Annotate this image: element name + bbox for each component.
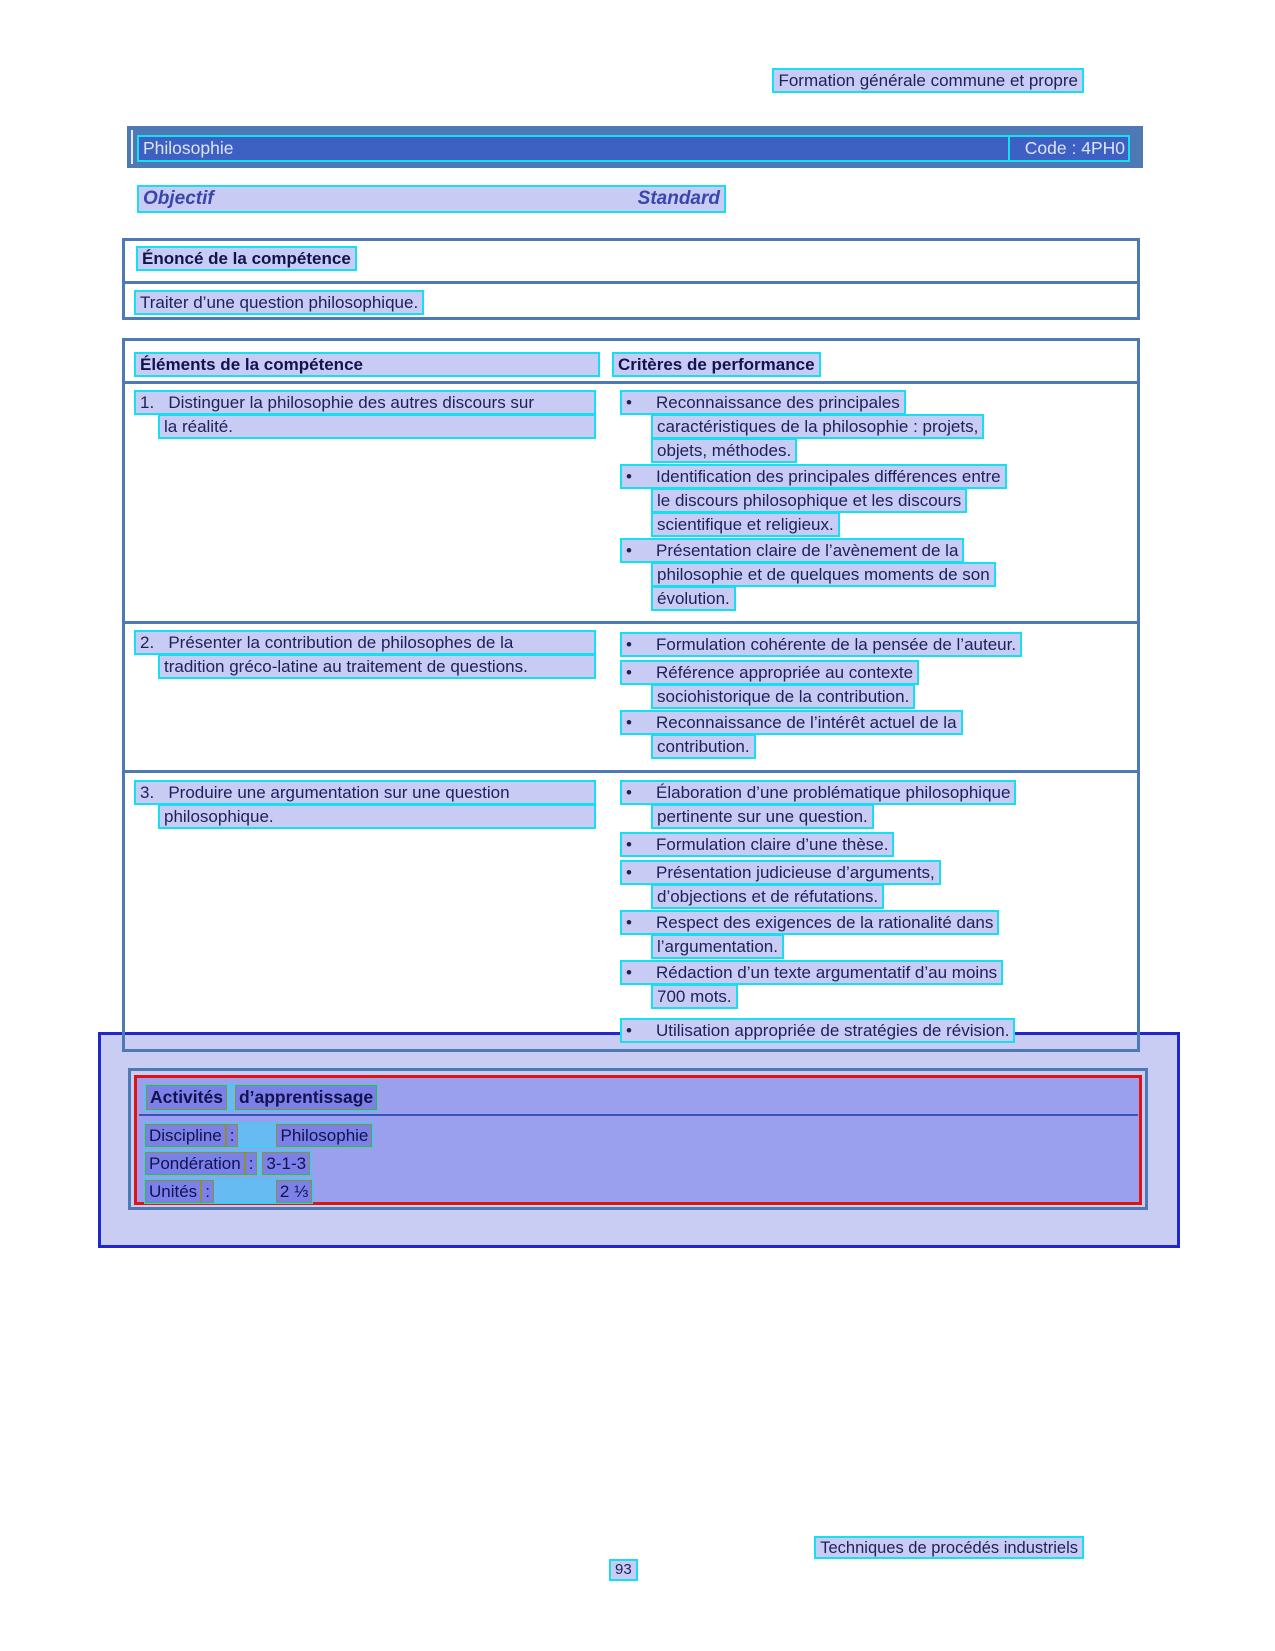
title-bar-course-code: Code : 4PH0 xyxy=(1008,135,1130,162)
criteria-line: objets, méthodes. xyxy=(651,438,797,463)
criteria-line: l’argumentation. xyxy=(651,934,784,959)
element-line: tradition gréco-latine au traitement de questions. xyxy=(158,654,596,679)
enonce-divider xyxy=(122,281,1140,284)
activity-row-unites xyxy=(144,1179,313,1204)
enonce-heading: Énoncé de la compétence xyxy=(136,246,357,271)
activity-label: Unités xyxy=(145,1180,201,1203)
bullet-icon: • xyxy=(626,540,632,560)
objectif-heading: Objectif xyxy=(143,188,214,209)
title-bar-course-title: Philosophie xyxy=(137,135,1130,162)
criteria-line: le discours philosophique et les discours xyxy=(651,488,967,513)
criteria-text: Reconnaissance de l’intérêt actuel de la xyxy=(656,712,957,732)
objectif-standard-row xyxy=(137,185,726,213)
bullet-icon: • xyxy=(626,634,632,654)
criteria-text: Formulation cohérente de la pensée de l’auteur. xyxy=(656,634,1017,654)
criteria-text: Formulation claire d’une thèse. xyxy=(656,834,889,854)
bullet-icon: • xyxy=(626,662,632,682)
criteria-text: Identification des principales différences entre xyxy=(656,466,1001,486)
tab-gap xyxy=(214,1180,276,1203)
bullet-icon: • xyxy=(626,962,632,982)
competence-table xyxy=(122,338,1140,1052)
criteria-text: Rédaction d’un texte argumentatif d’au moins xyxy=(656,962,998,982)
criteria-line: 700 mots. xyxy=(651,984,738,1009)
criteria-line: philosophie et de quelques moments de son xyxy=(651,562,996,587)
criteria-line xyxy=(620,538,964,563)
criteria-line xyxy=(620,660,919,685)
activity-value: 3-1-3 xyxy=(262,1152,310,1175)
criteria-line: sociohistorique de la contribution. xyxy=(651,684,915,709)
bullet-icon: • xyxy=(626,782,632,802)
element-line: 3. Produire une argumentation sur une question xyxy=(134,780,596,805)
element-line: 1. Distinguer la philosophie des autres discours sur xyxy=(134,390,596,415)
enonce-statement: Traiter d’une question philosophique. xyxy=(134,290,424,315)
criteria-text: Présentation claire de l’avènement de la xyxy=(656,540,959,560)
activity-value: 2 ⅓ xyxy=(276,1180,312,1203)
criteria-line: scientifique et religieux. xyxy=(651,512,840,537)
activities-header-divider xyxy=(139,1114,1138,1116)
bullet-icon: • xyxy=(626,392,632,412)
activity-label: Pondération xyxy=(145,1152,245,1175)
criteria-line xyxy=(620,832,894,857)
activity-value: Philosophie xyxy=(276,1124,372,1147)
element-line: philosophique. xyxy=(158,804,596,829)
criteria-line xyxy=(620,860,941,885)
criteria-line xyxy=(620,390,906,415)
criteria-line: caractéristiques de la philosophie : projets, xyxy=(651,414,984,439)
criteria-line xyxy=(620,632,1022,657)
activity-row-ponderation xyxy=(144,1151,311,1176)
col-header-elements: Éléments de la compétence xyxy=(134,352,600,377)
table-row-divider-2 xyxy=(122,770,1140,773)
activities-title-word: d’apprentissage xyxy=(235,1085,377,1110)
criteria-line: contribution. xyxy=(651,734,756,759)
criteria-text: Respect des exigences de la rationalité dans xyxy=(656,912,994,932)
bullet-icon: • xyxy=(626,834,632,854)
tab-gap xyxy=(238,1124,276,1147)
bullet-icon: • xyxy=(626,712,632,732)
page-number: 93 xyxy=(609,1559,638,1581)
criteria-line xyxy=(620,710,963,735)
running-header: Formation générale commune et propre xyxy=(772,68,1084,93)
criteria-line xyxy=(620,960,1003,985)
element-line: 2. Présenter la contribution de philosophes de la xyxy=(134,630,596,655)
criteria-text: Utilisation appropriée de stratégies de révision. xyxy=(656,1020,1010,1040)
bullet-icon: • xyxy=(626,862,632,882)
colon: : xyxy=(245,1152,258,1175)
criteria-line xyxy=(620,464,1007,489)
col-header-criteres: Critères de performance xyxy=(612,352,821,377)
activity-row-discipline xyxy=(144,1123,373,1148)
footer-program: Techniques de procédés industriels xyxy=(814,1536,1084,1559)
criteria-text: Reconnaissance des principales xyxy=(656,392,900,412)
criteria-line xyxy=(620,780,1016,805)
criteria-line xyxy=(620,910,999,935)
element-line: la réalité. xyxy=(158,414,596,439)
activities-title-word: Activités xyxy=(146,1085,227,1110)
bullet-icon: • xyxy=(626,466,632,486)
criteria-text: Élaboration d’une problématique philosophique xyxy=(656,782,1011,802)
criteria-line xyxy=(620,1018,1015,1043)
criteria-line: pertinente sur une question. xyxy=(651,804,874,829)
criteria-line: évolution. xyxy=(651,586,736,611)
activities-title xyxy=(145,1084,378,1111)
bullet-icon: • xyxy=(626,1020,632,1040)
table-row-divider-1 xyxy=(122,621,1140,624)
word-gap xyxy=(227,1085,235,1110)
colon: : xyxy=(226,1124,239,1147)
standard-heading: Standard xyxy=(637,188,720,209)
criteria-line: d’objections et de réfutations. xyxy=(651,884,884,909)
criteria-text: Présentation judicieuse d’arguments, xyxy=(656,862,935,882)
title-bar-accent-line xyxy=(131,130,133,164)
colon: : xyxy=(201,1180,214,1203)
activity-label: Discipline xyxy=(145,1124,226,1147)
bullet-icon: • xyxy=(626,912,632,932)
table-header-divider xyxy=(122,381,1140,384)
criteria-text: Référence appropriée au contexte xyxy=(656,662,914,682)
